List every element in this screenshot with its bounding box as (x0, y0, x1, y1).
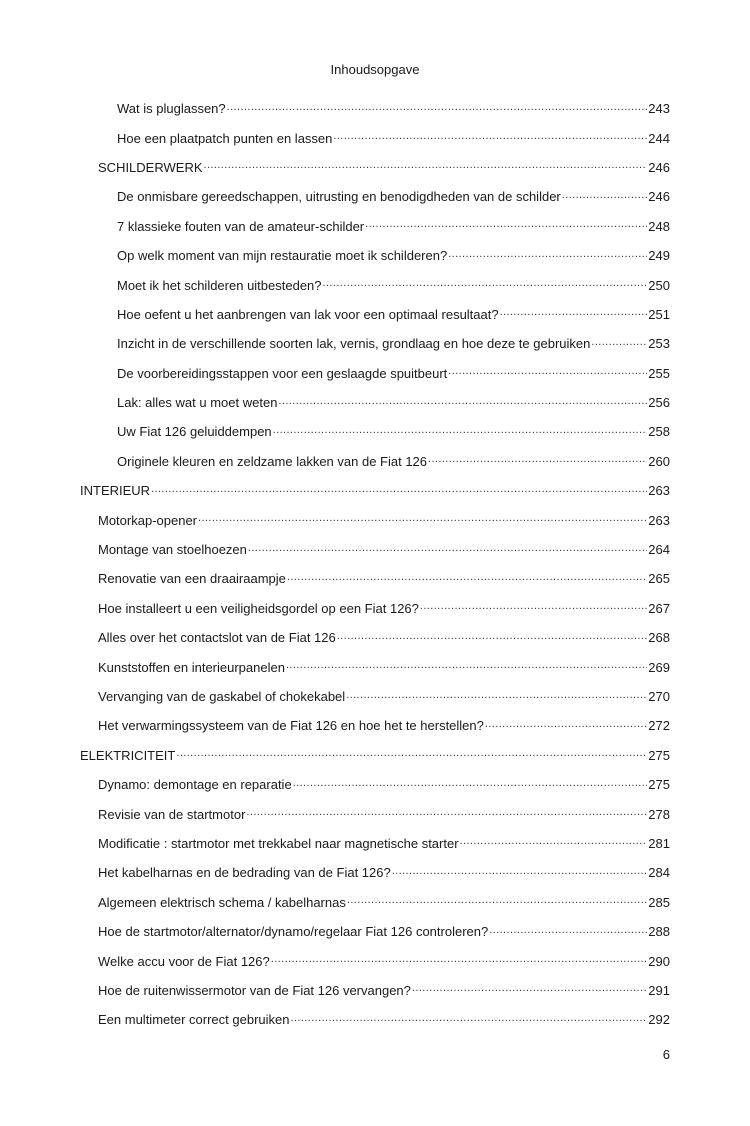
toc-entry[interactable] (0, 476, 750, 505)
toc-entry[interactable] (0, 858, 750, 887)
dot-leader (420, 601, 647, 615)
toc-entry-page: 269 (648, 659, 670, 675)
toc-entry-title: Motorkap-opener (98, 512, 197, 528)
toc-entry[interactable] (0, 711, 750, 740)
toc-entry-title: Het verwarmingssysteem van de Fiat 126 en hoe het te herstellen? (98, 718, 484, 734)
toc-entry-title: Modificatie : startmotor met trekkabel naar magnetische starter (98, 835, 459, 851)
toc-entry-page: 268 (648, 630, 670, 646)
toc-entry-title: Het kabelharnas en de bedrading van de Fiat 126? (98, 865, 391, 881)
dot-leader (271, 954, 648, 968)
dot-leader (151, 484, 647, 498)
page-title: Inhoudsopgave (330, 62, 420, 77)
toc-entry-title: Inzicht in de verschillende soorten lak, vernis, grondlaag en hoe deze te gebruiken (117, 336, 591, 352)
toc-entry[interactable] (0, 212, 750, 241)
toc-entry-page: 251 (648, 306, 670, 322)
toc-entry-title: Revisie van de startmotor (98, 806, 246, 822)
toc-entry-page: 260 (648, 453, 670, 469)
toc-entry[interactable] (0, 300, 750, 329)
dot-leader (562, 190, 648, 204)
toc-entry-title: Op welk moment van mijn restauratie moet ik schilderen? (117, 248, 448, 264)
toc-entry[interactable] (0, 917, 750, 946)
dot-leader (347, 895, 647, 909)
toc-entry-title: Hoe de startmotor/alternator/dynamo/regelaar Fiat 126 controleren? (98, 924, 489, 940)
toc-entry-page: 288 (648, 924, 670, 940)
toc-entry[interactable] (0, 623, 750, 652)
toc-entry-page: 246 (648, 189, 670, 205)
dot-leader (227, 102, 648, 116)
dot-leader (412, 983, 647, 997)
toc-entry-title: Dynamo: demontage en reparatie (98, 777, 292, 793)
toc-entry-page: 267 (648, 600, 670, 616)
toc-entry[interactable] (0, 329, 750, 358)
dot-leader (246, 807, 647, 821)
dot-leader (290, 1013, 647, 1027)
toc-entry-title: Originele kleuren en zeldzame lakken van de Fiat 126 (117, 453, 428, 469)
toc-entry-title: ELEKTRICITEIT (80, 747, 176, 763)
toc-entry[interactable] (0, 182, 750, 211)
toc-entry-page: 258 (648, 424, 670, 440)
toc-entry-page: 246 (648, 159, 670, 175)
dot-leader (448, 249, 647, 263)
toc-entry[interactable] (0, 976, 750, 1005)
toc-entry[interactable] (0, 94, 750, 123)
dot-leader (204, 160, 648, 174)
dot-leader (286, 660, 647, 674)
toc-entry-page: 244 (648, 130, 670, 146)
dot-leader (333, 131, 647, 145)
toc-entry-title: De onmisbare gereedschappen, uitrusting en benodigdheden van de schilder (117, 189, 561, 205)
toc-entry-title: Renovatie van een draairaampje (98, 571, 286, 587)
toc-entry-page: 275 (648, 777, 670, 793)
toc-entry-title: SCHILDERWERK (98, 159, 203, 175)
toc-entry-title: Hoe installeert u een veiligheidsgordel op een Fiat 126? (98, 600, 419, 616)
toc-entry-page: 275 (648, 747, 670, 763)
toc-entry[interactable] (0, 682, 750, 711)
toc-entry-page: 253 (648, 336, 670, 352)
toc-entry-page: 250 (648, 277, 670, 293)
toc-entry[interactable] (0, 505, 750, 534)
toc-entry-page: 285 (648, 894, 670, 910)
dot-leader (392, 866, 648, 880)
toc-entry-page: 291 (648, 982, 670, 998)
toc-entry-title: Uw Fiat 126 geluiddempen (117, 424, 272, 440)
toc-entry[interactable] (0, 888, 750, 917)
toc-entry-title: Kunststoffen en interieurpanelen (98, 659, 285, 675)
dot-leader (489, 925, 647, 939)
toc-entry[interactable] (0, 241, 750, 270)
toc-entry-page: 264 (648, 542, 670, 558)
dot-leader (176, 748, 647, 762)
dot-leader (365, 219, 647, 233)
table-of-contents (0, 94, 750, 1035)
toc-entry-page: 278 (648, 806, 670, 822)
toc-entry-title: Alles over het contactslot van de Fiat 126 (98, 630, 336, 646)
toc-entry[interactable] (0, 153, 750, 182)
toc-entry-page: 284 (648, 865, 670, 881)
toc-entry-title: Welke accu voor de Fiat 126? (98, 953, 270, 969)
toc-entry[interactable] (0, 946, 750, 975)
toc-entry-title: De voorbereidingsstappen voor een geslaagde spuitbeurt (117, 365, 448, 381)
toc-entry-title: Lak: alles wat u moet weten (117, 395, 278, 411)
toc-entry-title: Hoe oefent u het aanbrengen van lak voor een optimaal resultaat? (117, 306, 499, 322)
toc-entry-page: 248 (648, 218, 670, 234)
toc-entry-page: 281 (648, 835, 670, 851)
toc-entry[interactable] (0, 770, 750, 799)
toc-entry-page: 263 (648, 512, 670, 528)
toc-entry-title: Hoe de ruitenwissermotor van de Fiat 126 vervangen? (98, 982, 411, 998)
toc-entry-page: 256 (648, 395, 670, 411)
dot-leader (293, 778, 648, 792)
dot-leader (485, 719, 647, 733)
toc-entry-page: 263 (648, 483, 670, 499)
page-number: 6 (662, 1047, 670, 1062)
toc-entry[interactable] (0, 829, 750, 858)
dot-leader (198, 513, 647, 527)
dot-leader (428, 454, 647, 468)
dot-leader (323, 278, 648, 292)
toc-entry[interactable] (0, 417, 750, 446)
toc-entry[interactable] (0, 564, 750, 593)
dot-leader (248, 543, 647, 557)
toc-entry-title: Vervanging van de gaskabel of chokekabel (98, 689, 346, 704)
toc-entry[interactable] (0, 799, 750, 828)
toc-entry-page: 265 (648, 571, 670, 587)
toc-entry-title: Montage van stoelhoezen (98, 542, 247, 558)
toc-entry-title: Moet ik het schilderen uitbesteden? (117, 277, 322, 293)
dot-leader (346, 690, 647, 704)
dot-leader (500, 307, 648, 321)
toc-entry-page: 272 (648, 718, 670, 734)
dot-leader (591, 337, 647, 351)
toc-entry[interactable] (0, 594, 750, 623)
toc-entry-page: 255 (648, 365, 670, 381)
dot-leader (337, 631, 648, 645)
toc-entry-page: 270 (648, 689, 670, 704)
dot-leader (278, 396, 647, 410)
toc-entry[interactable] (0, 741, 750, 770)
toc-entry-title: Algemeen elektrisch schema / kabelharnas (98, 894, 346, 910)
toc-entry[interactable] (0, 535, 750, 564)
toc-entry[interactable] (0, 652, 750, 681)
toc-entry[interactable] (0, 388, 750, 417)
toc-entry-page: 290 (648, 953, 670, 969)
toc-entry-page: 292 (648, 1012, 670, 1028)
toc-entry[interactable] (0, 447, 750, 476)
toc-entry-page: 243 (648, 101, 670, 117)
toc-entry-title: 7 klassieke fouten van de amateur-schilder (117, 218, 365, 234)
dot-leader (273, 425, 648, 439)
toc-entry[interactable] (0, 123, 750, 152)
toc-entry[interactable] (0, 359, 750, 388)
dot-leader (448, 366, 647, 380)
toc-entry-page: 249 (648, 248, 670, 264)
dot-leader (460, 836, 648, 850)
toc-entry-title: Wat is pluglassen? (117, 101, 226, 117)
toc-entry[interactable] (0, 270, 750, 299)
toc-entry-title: INTERIEUR (80, 483, 151, 499)
toc-entry[interactable] (0, 1005, 750, 1034)
toc-entry-title: Hoe een plaatpatch punten en lassen (117, 130, 333, 146)
toc-entry-title: Een multimeter correct gebruiken (98, 1012, 290, 1028)
dot-leader (287, 572, 647, 586)
